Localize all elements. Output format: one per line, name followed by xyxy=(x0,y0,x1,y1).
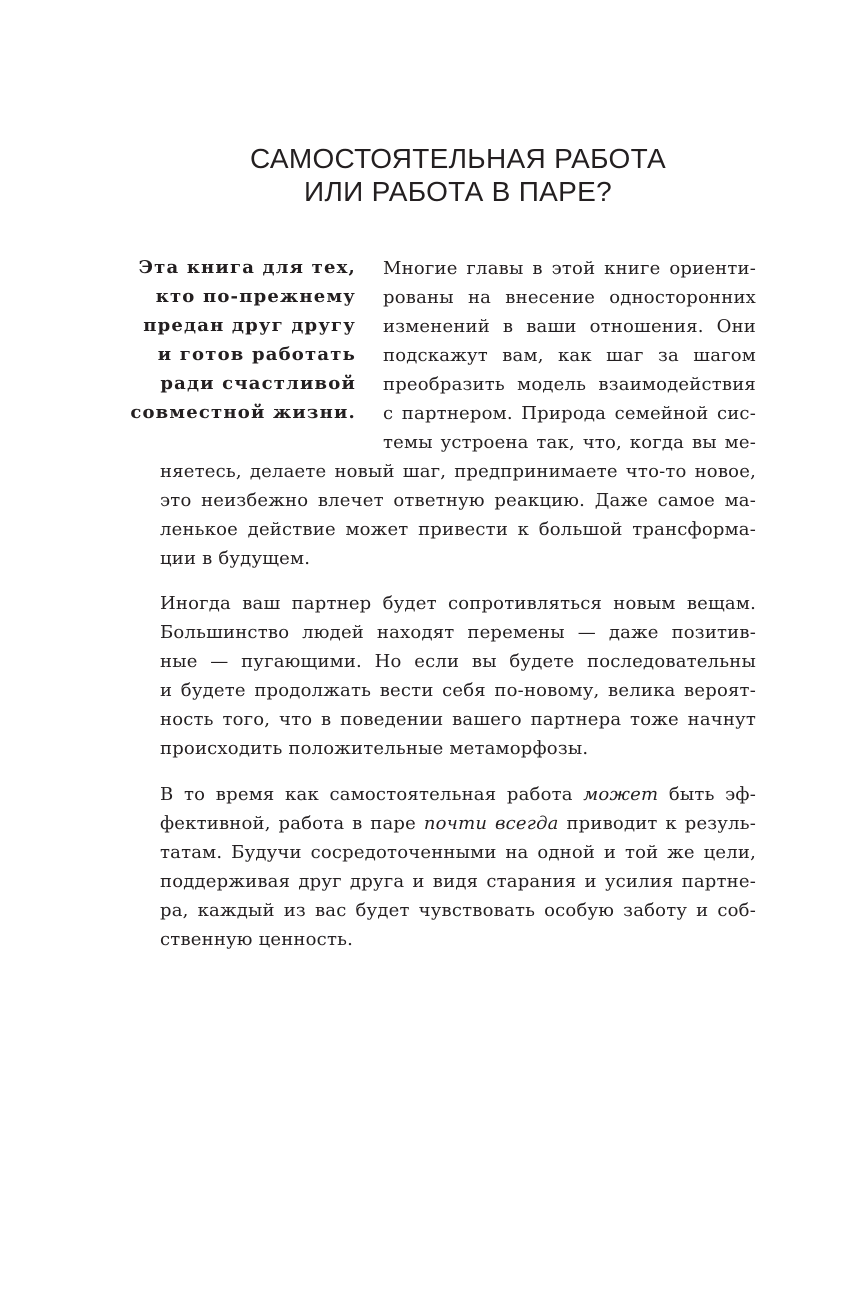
text-line: Многие главы в этой книге ориенти- xyxy=(383,258,756,279)
title-line-2: ИЛИ РАБОТА В ПАРЕ? xyxy=(304,176,612,207)
text-line: и будете продолжать вести себя по-новому, велика вероят- xyxy=(160,680,756,701)
text-line: ные — пугающими. Но если вы будете последовательны xyxy=(160,651,756,672)
pull-quote-line: предан друг другу xyxy=(143,315,356,336)
pull-quote-line: ради счастливой xyxy=(160,373,356,394)
page-title xyxy=(160,142,756,208)
text-line: подскажут вам, как шаг за шагом xyxy=(383,345,756,366)
text-line: ра, каждый из вас будет чувствовать особую заботу и соб- xyxy=(160,900,756,921)
emphasis: может xyxy=(583,784,659,805)
text-line: изменений в ваши отношения. Они xyxy=(383,316,756,337)
text-span: В то время как самостоятельная работа xyxy=(160,784,573,805)
text-line: преобразить модель взаимодействия xyxy=(383,374,756,395)
emphasis: почти всегда xyxy=(423,813,559,834)
text-line: темы устроена так, что, когда вы ме- xyxy=(383,432,756,453)
text-line: ции в будущем. xyxy=(160,548,311,569)
pull-quote-line: совместной жизни. xyxy=(130,402,356,423)
text-line: поддерживая друг друга и видя старания и усилия партне- xyxy=(160,871,756,892)
text-line: няетесь, делаете новый шаг, предпринимаете что-то новое, xyxy=(160,461,756,482)
text-line xyxy=(160,780,756,809)
text-span: быть эф- xyxy=(668,784,757,805)
text-line xyxy=(160,809,756,838)
text-line: с партнером. Природа семейной сис- xyxy=(383,403,756,424)
text-line: это неизбежно влечет ответную реакцию. Даже самое ма- xyxy=(160,490,756,511)
pull-quote-line: кто по-прежнему xyxy=(155,286,356,307)
text-line: Большинство людей находят перемены — даже позитив- xyxy=(160,622,756,643)
text-line: татам. Будучи сосредоточенными на одной и той же цели, xyxy=(160,842,756,863)
text-line: Иногда ваш партнер будет сопротивляться новым вещам. xyxy=(160,593,756,614)
text-line: ственную ценность. xyxy=(160,929,354,950)
text-line: рованы на внесение односторонних xyxy=(383,287,756,308)
pull-quote-line: и готов работать xyxy=(157,344,356,365)
title-line-1: САМОСТОЯТЕЛЬНАЯ РАБОТА xyxy=(249,143,667,174)
text-line: ленькое действие может привести к большой трансформа- xyxy=(160,519,756,540)
text-line: происходить положительные метаморфозы. xyxy=(160,738,589,759)
text-span: приводит к резуль- xyxy=(566,813,757,834)
text-span: фективной, работа в паре xyxy=(160,813,416,834)
pull-quote xyxy=(86,253,356,427)
pull-quote-line: Эта книга для тех, xyxy=(138,257,356,278)
text-line: ность того, что в поведении вашего партнера тоже начнут xyxy=(160,709,756,730)
